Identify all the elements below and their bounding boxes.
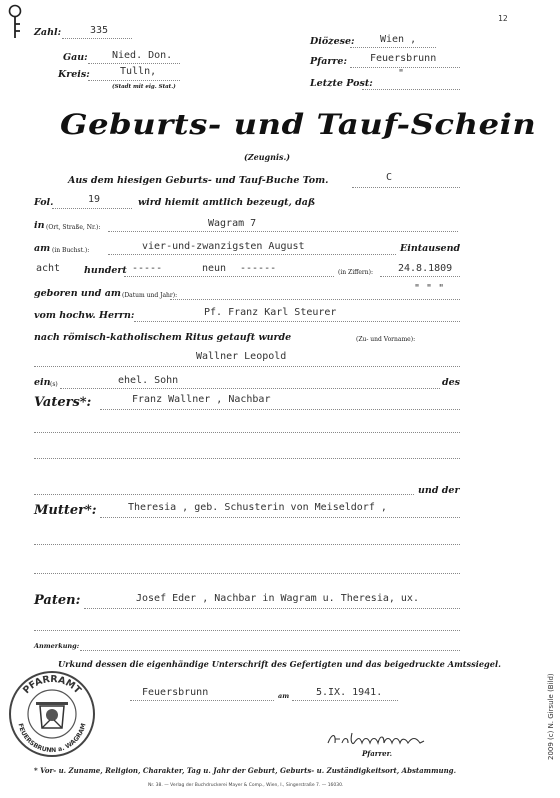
dioezese-label: Diözese: [310,36,355,47]
fol-label: Fol. [34,197,54,208]
mutter-label: Mutter*: [34,503,97,518]
anmerkung-label: Anmerkung: [34,642,80,650]
am2-label: am [278,692,290,700]
zahl-value: 335 [90,25,109,36]
urkund-text: Urkund dessen die eigenhändige Unterschrift des Gefertigten und das beigedruckte Amtssiegel. [58,659,501,669]
vaters-value: Franz Wallner , Nachbar [132,394,271,405]
geboren-value: " " " [414,283,445,294]
document-subtitle: (Zeugnis.) [244,152,291,162]
dioezese-value: Wien , [380,34,417,45]
am-label: am [34,243,51,254]
dashes-1: ----- [132,263,163,274]
fol-text: wird hiemit amtlich bezeugt, daß [138,197,316,208]
kreis-note: (Stadt mit eig. Stat.) [112,84,176,90]
in-note: (Ort, Straße, Nr.): [46,224,101,231]
und-der-label: und der [418,485,460,496]
paten-value: Josef Eder , Nachbar in Wagram u. Theresia, ux. [136,593,419,604]
child-name: Wallner Leopold [196,351,287,362]
footnote: * Vor- u. Zuname, Religion, Charakter, Tag u. Jahr der Geburt, Geburts- u. Zuständigkeitsort, Abstammung. [34,766,456,775]
zahl-label: Zahl: [34,27,62,38]
document-title: Geburts- und Tauf-Schein [60,108,537,141]
ritus-note: (Zu- und Vorname): [356,336,416,343]
ein-note: (s) [50,381,58,388]
pfarrer-label: Pfarrer. [362,749,393,758]
post-label: Letzte Post: [310,78,373,89]
in-label: in [34,220,45,231]
corner-mark: 12 [498,14,508,23]
place-value: Feuersbrunn [142,687,209,698]
am-note: (in Buchst.): [52,247,90,254]
fol-value: 19 [88,194,101,205]
gau-label: Gau: [63,52,88,63]
pfarre-label: Pfarre: [310,56,347,67]
in-value: Wagram 7 [208,218,257,229]
pastor-signature [326,727,428,749]
line1-label: Aus dem hiesigen Geburts- und Tauf-Buche Tom. [68,175,329,186]
neun-value: neun [202,263,227,274]
gau-value: Nied. Don. [112,50,173,61]
side-credit: 2009 (c) N. Girsule (Bild) [547,673,555,760]
ziffern-note: (in Ziffern): [338,269,374,276]
vaters-label: Vaters*: [34,395,92,410]
acht-value: acht [36,263,61,274]
kreis-value: Tulln, [120,66,157,77]
issue-date: 5.IX. 1941. [316,687,383,698]
mutter-value: Theresia , geb. Schusterin von Meiseldorf , [128,502,387,513]
geboren-label: geboren und am [34,288,121,299]
am-value: vier-und-zwanzigsten August [142,241,305,252]
hochw-value: Pf. Franz Karl Steurer [204,307,337,318]
emblem-icon [4,2,26,42]
ein-value: ehel. Sohn [118,375,179,386]
hochw-label: vom hochw. Herrn: [34,310,135,321]
dashes-2: ------ [240,263,277,274]
printer-line: Nr. 38. — Verlag der Buchdruckerei Mayer & Comp., Wien, I., Singerstraße 7. — 16030. [148,783,344,788]
kreis-label: Kreis: [58,69,90,80]
geboren-note: (Datum und Jahr): [122,292,178,299]
ein-label: ein [34,377,51,388]
post-value: " [398,68,405,79]
des-label: des [442,377,461,388]
eintausend-label: Eintausend [400,243,461,254]
parish-seal [6,668,98,760]
paten-label: Paten: [34,593,81,608]
seal-bottom-text: FEUERSBRUNN a. WAGRAM [16,722,88,755]
date-digits: 24.8.1809 [398,263,453,274]
pfarre-value: Feuersbrunn [370,53,437,64]
seal-top-text: PFARRAMT [21,673,83,697]
ritus-label: nach römisch-katholischem Ritus getauft wurde [34,332,292,343]
hundert-label: hundert [84,265,127,276]
tom-value: C [386,172,393,183]
